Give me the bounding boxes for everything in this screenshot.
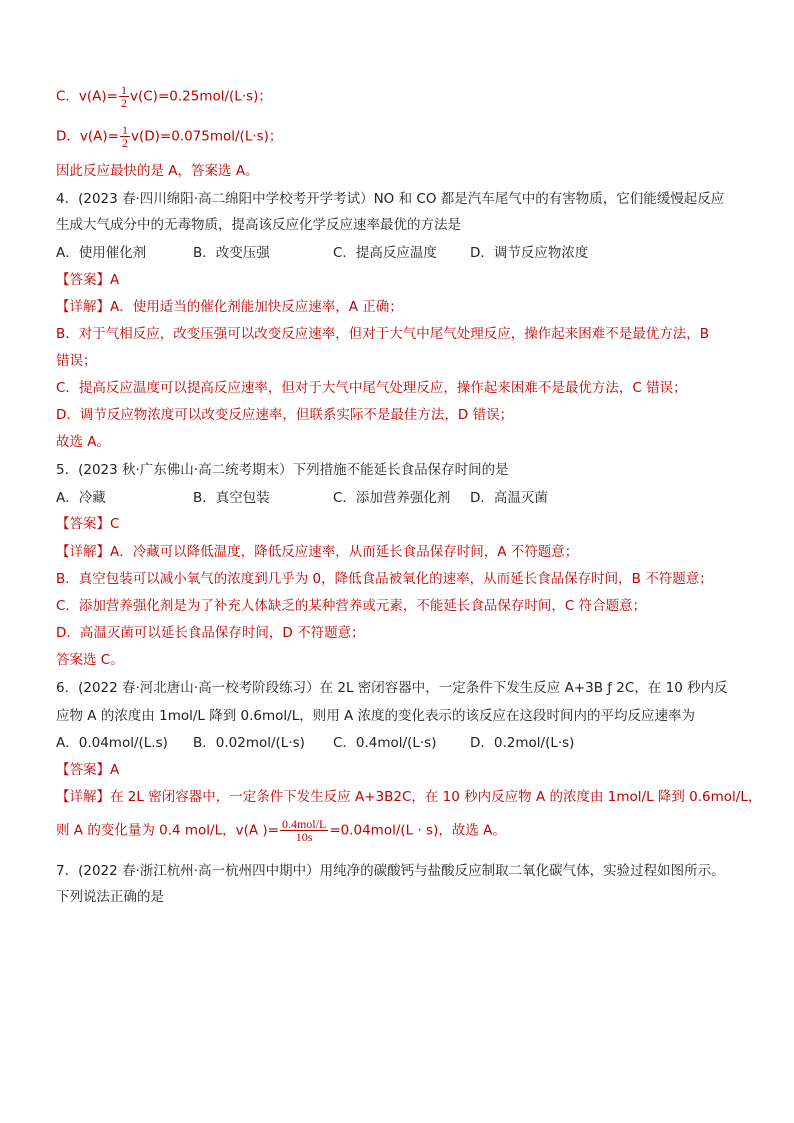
- q4-detail-a: 【详解】A．使用适当的催化剂能加快反应速率，A 正确；: [56, 299, 403, 315]
- q7-stem-line2: 下列说法正确的是: [56, 889, 164, 905]
- q4-answer: 【答案】A: [56, 272, 120, 288]
- q4-option-a: A．使用催化剂: [56, 245, 147, 261]
- q5-detail-d: D．高温灭菌可以延长食品保存时间，D 不符题意；: [56, 625, 365, 641]
- fraction-half: $\frac{1}{2}$: [121, 83, 127, 110]
- q4-option-c: C．提高反应温度: [333, 245, 437, 261]
- q5-conclusion: 答案选 C。: [56, 652, 124, 668]
- q5-detail-b: B．真空包装可以减小氧气的浓度到几乎为 0，降低食品被氧化的速率，从而延长食品保存时间，B 不符题意；: [56, 571, 713, 587]
- rate-fraction: $\frac{\text{0.4mol/L}}{10s}$: [281, 817, 327, 844]
- option-c-line: C．v(A)= $\frac{1}{2}$ v(C)=0.25mol/(L·s)；: [56, 83, 272, 110]
- q5-detail-c: C．添加营养强化剂是为了补充人体缺乏的某种营养或元素，不能延长食品保存时间，C 符合题意；: [56, 598, 647, 614]
- q4-detail-b1: B．对于气相反应，改变压强可以改变反应速率，但对于大气中尾气处理反应，操作起来困难不是最优方法，B: [56, 326, 710, 342]
- q5-option-a: A．冷藏: [56, 490, 106, 506]
- q6-answer: 【答案】A: [56, 762, 120, 778]
- q5-option-d: D．高温灭菌: [470, 490, 548, 506]
- q4-stem-line1: 4．(2023 春·四川绵阳·高二绵阳中学校考开学考试）NO 和 CO 都是汽车尾气中的有害物质，它们能缓慢起反应: [56, 191, 725, 207]
- q5-answer: 【答案】C: [56, 516, 120, 532]
- q4-detail-c: C．提高反应温度可以提高反应速率，但对于大气中尾气处理反应，操作起来困难不是最优方法，C 错误；: [56, 380, 687, 396]
- q4-option-d: D．调节反应物浓度: [470, 245, 589, 261]
- q4-detail-d: D．调节反应物浓度可以改变反应速率，但联系实际不是最佳方法，D 错误；: [56, 407, 514, 423]
- q6-option-c: C．0.4mol/(L·s): [333, 735, 437, 751]
- fraction-half: $\frac{1}{2}$: [121, 123, 128, 150]
- q4-stem-line2: 生成大气成分中的无毒物质，提高该反应化学反应速率最优的方法是: [56, 217, 461, 233]
- q6-detail-line1: 【详解】在 2L 密闭容器中，一定条件下发生反应 A+3B2C，在 10 秒内反应物 A 的浓度由 1mol/L 降到 0.6mol/L，: [56, 789, 762, 805]
- q6-option-d: D．0.2mol/(L·s): [470, 735, 575, 751]
- q6-option-a: A．0.04mol/(L.s): [56, 735, 168, 751]
- q5-stem: 5．(2023 秋·广东佛山·高二统考期末）下列措施不能延长食品保存时间的是: [56, 462, 509, 478]
- q7-stem-line1: 7．(2022 春·浙江杭州·高一杭州四中期中）用纯净的碳酸钙与盐酸反应制取二氧化碳气体，实验过程如图所示。: [56, 863, 725, 879]
- q6-stem-line2: 应物 A 的浓度由 1mol/L 降到 0.6mol/L，则用 A 浓度的变化表示的该反应在这段时间内的平均反应速率为: [56, 708, 696, 724]
- q6-stem-line1: 6．(2022 春·河北唐山·高一校考阶段练习）在 2L 密闭容器中，一定条件下发生反应 A+3B ƒ 2C，在 10 秒内反: [56, 680, 728, 696]
- conclusion-q3: 因此反应最快的是 A，答案选 A。: [56, 163, 259, 179]
- q5-detail-a: 【详解】A．冷藏可以降低温度，降低反应速率，从而延长食品保存时间，A 不符题意；: [56, 544, 579, 560]
- q4-conclusion: 故选 A。: [56, 434, 111, 450]
- q4-option-b: B．改变压强: [193, 245, 270, 261]
- option-d-line: D．v(A)= $\frac{1}{2}$ v(D)=0.075mol/(L·s)；: [56, 123, 283, 150]
- q6-detail-line2: 则 A 的变化量为 0.4 mol/L，v(A )= $\frac{\text{0.4mol/L}}{10s}$ =0.04mol/(L · s)，故选 A。: [56, 817, 506, 844]
- q5-option-b: B．真空包装: [193, 490, 270, 506]
- q6-option-b: B．0.02mol/(L·s): [193, 735, 305, 751]
- q5-option-c: C．添加营养强化剂: [333, 490, 451, 506]
- q4-detail-b2: 错误；: [56, 353, 97, 369]
